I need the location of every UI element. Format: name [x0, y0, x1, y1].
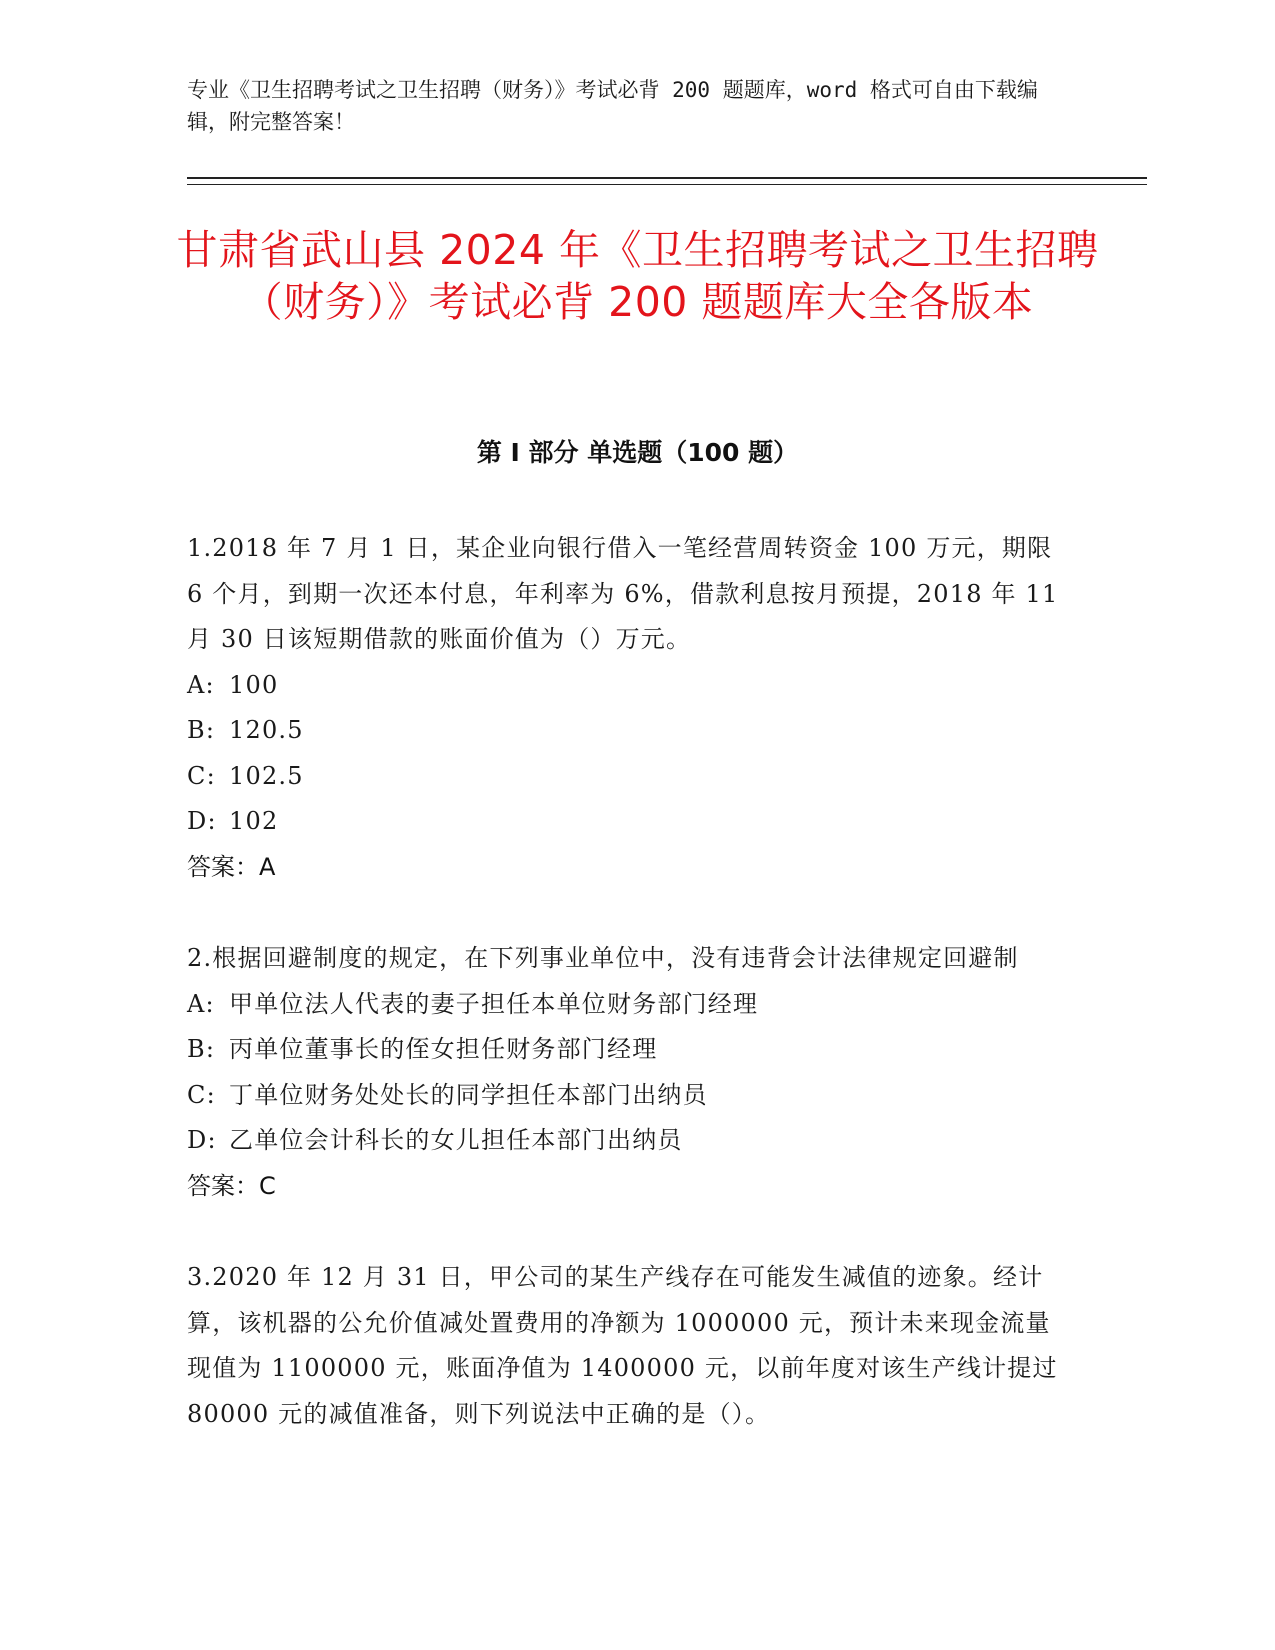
option-letter: B: [187, 1035, 216, 1063]
question-1 [187, 526, 1067, 890]
answer-line: 答案：A [187, 852, 276, 881]
option-letter: C: [187, 761, 216, 790]
option-letter: D: [187, 1126, 217, 1154]
option-letter: D: [187, 807, 217, 835]
option-letter: A: [187, 989, 215, 1018]
option-text: 100 [229, 670, 279, 699]
question-stem: 2.根据回避制度的规定，在下列事业单位中，没有违背会计法律规定回避制 [187, 944, 1019, 972]
option-c [187, 1073, 1067, 1119]
option-text: 丁单位财务处处长的同学担任本部门出纳员 [229, 1080, 708, 1109]
option-d [187, 799, 1067, 845]
option-d [187, 1118, 1067, 1164]
question-list [187, 526, 1067, 1483]
header-rule-thick [187, 177, 1147, 179]
option-text: 102 [229, 807, 279, 835]
option-letter: B: [187, 716, 216, 744]
document-title: 甘肃省武山县 2024 年《卫生招聘考试之卫生招聘（财务）》考试必背 200 题题库大全各版本 [176, 226, 1099, 326]
option-text: 甲单位法人代表的妻子担任本单位财务部门经理 [229, 989, 759, 1018]
option-a [187, 982, 1067, 1028]
question-2 [187, 936, 1067, 1209]
option-letter: C: [187, 1080, 216, 1109]
question-stem: 1.2018 年 7 月 1 日，某企业向银行借入一笔经营周转资金 100 万元，期限 6 个月，到期一次还本付息，年利率为 6%，借款利息按月预提，2018 年 11 月 30 日该短期借款的账面价值为（）万元。 [187, 534, 1059, 653]
option-b [187, 708, 1067, 754]
option-a [187, 663, 1067, 709]
option-text: 乙单位会计科长的女儿担任本部门出纳员 [229, 1126, 683, 1154]
option-letter: A: [187, 670, 215, 699]
question-stem: 3.2020 年 12 月 31 日，甲公司的某生产线存在可能发生减值的迹象。经计算，该机器的公允价值减处置费用的净额为 1000000 元，预计未来现金流量现值为 1100000 元，账面净值为 1400000 元，以前年度对该生产线计提过 80000 元的减值准备，则下列说法中正确的是（）。 [187, 1263, 1058, 1428]
intro-text: 专业《卫生招聘考试之卫生招聘（财务）》考试必背 200 题题库，word 格式可自由下载编辑，附完整答案！ [187, 78, 1038, 134]
question-3 [187, 1255, 1067, 1437]
option-text: 102.5 [229, 761, 304, 790]
option-b [187, 1027, 1067, 1073]
option-c [187, 754, 1067, 800]
section-heading: 第 I 部分 单选题（100 题） [476, 438, 799, 467]
option-text: 120.5 [229, 716, 304, 744]
option-text: 丙单位董事长的侄女担任财务部门经理 [229, 1035, 658, 1063]
header-rule-thin [187, 184, 1147, 185]
answer-line: 答案：C [187, 1171, 276, 1200]
